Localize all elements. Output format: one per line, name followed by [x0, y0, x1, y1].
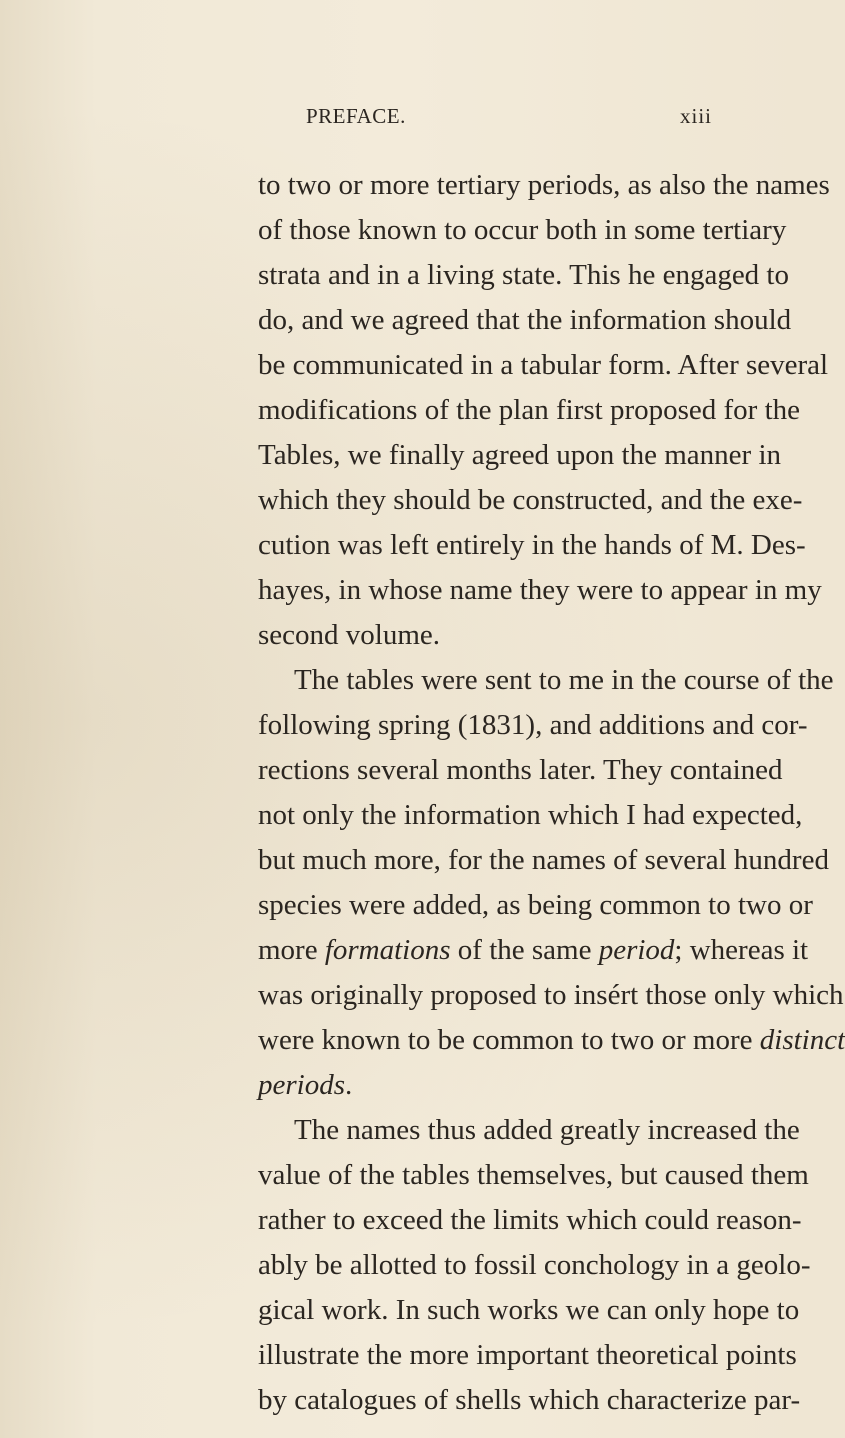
text-line: species were added, as being common to two or [258, 889, 813, 921]
italic-term: formations [324, 934, 451, 966]
text-line: rather to exceed the limits which could reason- [258, 1204, 802, 1236]
text-line: value of the tables themselves, but caused them [258, 1159, 809, 1191]
page-header [0, 104, 801, 144]
text-line: hayes, in whose name they were to appear in my [258, 574, 822, 606]
text-line: to two or more tertiary periods, as also the names [258, 169, 830, 201]
text-segment: ; whereas it [674, 934, 809, 966]
text-line: not only the information which I had expected, [258, 799, 803, 831]
text-line: rections several months later. They contained [258, 754, 783, 786]
text-line: cution was left entirely in the hands of M. Des- [258, 529, 806, 561]
text-line: following spring (1831), and additions and cor- [258, 709, 808, 741]
text-line: gical work. In such works we can only hope to [258, 1294, 800, 1326]
text-line: strata and in a living state. This he engaged to [258, 259, 789, 291]
body-text [258, 163, 845, 1423]
text-line-with-italics [258, 1063, 730, 1108]
text-line: illustrate the more important theoretical points [258, 1339, 797, 1371]
text-segment: . [345, 1069, 353, 1101]
paragraph-start-line: The names thus added greatly increased the [294, 1114, 800, 1146]
text-line: modifications of the plan first proposed for the [258, 394, 801, 426]
text-line: was originally proposed to insért those only which [258, 979, 844, 1011]
page-number: xiii [680, 104, 713, 128]
text-line: Tables, we finally agreed upon the manner in [258, 439, 782, 471]
text-segment: more [258, 934, 325, 966]
text-line: but much more, for the names of several hundred [258, 844, 829, 876]
italic-term: distinct [759, 1024, 845, 1056]
italic-term: periods [258, 1069, 345, 1101]
text-line-with-italics [258, 1018, 845, 1063]
text-line: second volume. [258, 619, 441, 651]
paragraph-start-line: The tables were sent to me in the course of the [294, 664, 834, 696]
text-segment: of the same [450, 934, 599, 966]
text-line: by catalogues of shells which characterize par- [258, 1384, 801, 1416]
text-line: be communicated in a tabular form. After several [258, 349, 829, 381]
text-line: ably be allotted to fossil conchology in a geolo- [258, 1249, 811, 1281]
running-title: PREFACE. [306, 104, 406, 128]
italic-term: period [598, 934, 675, 966]
text-segment: were known to be common to two or more [258, 1024, 760, 1056]
text-line-with-italics [258, 928, 809, 973]
text-line: do, and we agreed that the information should [258, 304, 792, 336]
text-line: of those known to occur both in some tertiary [258, 214, 787, 246]
text-line: which they should be constructed, and the exe- [258, 484, 803, 516]
